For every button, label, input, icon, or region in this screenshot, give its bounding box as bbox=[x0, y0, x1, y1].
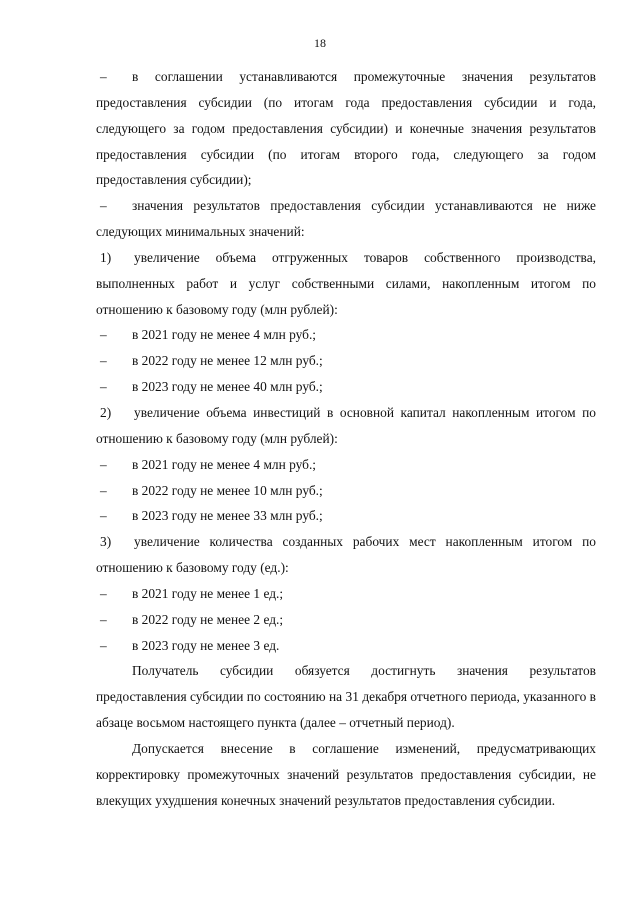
number-marker: 2) bbox=[100, 404, 112, 420]
page-number: 18 bbox=[314, 36, 326, 50]
list-item-text: в 2023 году не менее 33 млн руб.; bbox=[132, 508, 323, 524]
paragraph-minimal-values bbox=[96, 193, 596, 245]
paragraph-text: увеличение количества созданных рабочих мест накопленным итогом по отношению к базовому году (ед.): bbox=[96, 534, 596, 576]
paragraph-text: увеличение объема отгруженных товаров собственного производства, выполненных работ и услуг собственными силами, накопленным итогом по отношению к базовому году (млн рублей): bbox=[96, 249, 596, 317]
list-item-text: в 2023 году не менее 3 ед. bbox=[132, 637, 280, 653]
paragraph-text: значения результатов предоставления субсидии устанавливаются не ниже следующих минимальных значений: bbox=[96, 198, 596, 240]
list-item bbox=[96, 581, 596, 607]
number-marker: 1) bbox=[100, 249, 112, 265]
list-item bbox=[96, 348, 596, 374]
paragraph-text: в соглашении устанавливаются промежуточные значения результатов предоставления субсидии (по итогам года предоставления субсидии и года, следующего за годом предоставления субсидии) и конечные значения результатов предоставления субсидии (по итогам второго года, следующего за годом предоставления субсидии); bbox=[96, 69, 596, 188]
document-body bbox=[96, 64, 596, 813]
list-item bbox=[96, 633, 596, 659]
list-item bbox=[96, 607, 596, 633]
dash-marker: – bbox=[100, 198, 107, 214]
list-item bbox=[96, 322, 596, 348]
list-item bbox=[96, 452, 596, 478]
paragraph-amendments: Допускается внесение в соглашение изменений, предусматривающих корректировку промежуточных значений результатов предоставления субсидии, не влекущих ухудшения конечных значений результатов предоставления субсидии. bbox=[96, 740, 596, 808]
dash-marker: – bbox=[100, 353, 107, 369]
paragraph-shipped-goods bbox=[96, 245, 596, 323]
list-item bbox=[96, 374, 596, 400]
list-item-text: в 2022 году не менее 2 ед.; bbox=[132, 611, 284, 627]
dash-marker: – bbox=[100, 482, 107, 498]
number-marker: 3) bbox=[100, 534, 112, 550]
paragraph-investments bbox=[96, 400, 596, 452]
list-item bbox=[96, 503, 596, 529]
list-item-text: в 2023 году не менее 40 млн руб.; bbox=[132, 379, 323, 395]
list-item-text: в 2021 году не менее 1 ед.; bbox=[132, 585, 284, 601]
paragraph-interim-values bbox=[96, 64, 596, 193]
dash-marker: – bbox=[100, 379, 107, 395]
dash-marker: – bbox=[100, 456, 107, 472]
dash-marker: – bbox=[100, 611, 107, 627]
dash-marker: – bbox=[100, 508, 107, 524]
paragraph-text: увеличение объема инвестиций в основной капитал накопленным итогом по отношению к базовому году (млн рублей): bbox=[96, 404, 596, 446]
dash-marker: – bbox=[100, 327, 107, 343]
list-item-text: в 2022 году не менее 12 млн руб.; bbox=[132, 353, 323, 369]
list-item bbox=[96, 478, 596, 504]
paragraph-jobs bbox=[96, 529, 596, 581]
dash-marker: – bbox=[100, 637, 107, 653]
paragraph-obligation: Получатель субсидии обязуется достигнуть значения результатов предоставления субсидии по состоянию на 31 декабря отчетного периода, указанного в абзаце восьмом настоящего пункта (далее – отчетный период). bbox=[96, 663, 596, 731]
dash-marker: – bbox=[100, 69, 107, 84]
list-item-text: в 2021 году не менее 4 млн руб.; bbox=[132, 327, 317, 343]
list-item-text: в 2021 году не менее 4 млн руб.; bbox=[132, 456, 317, 472]
list-item-text: в 2022 году не менее 10 млн руб.; bbox=[132, 482, 323, 498]
dash-marker: – bbox=[100, 585, 107, 601]
